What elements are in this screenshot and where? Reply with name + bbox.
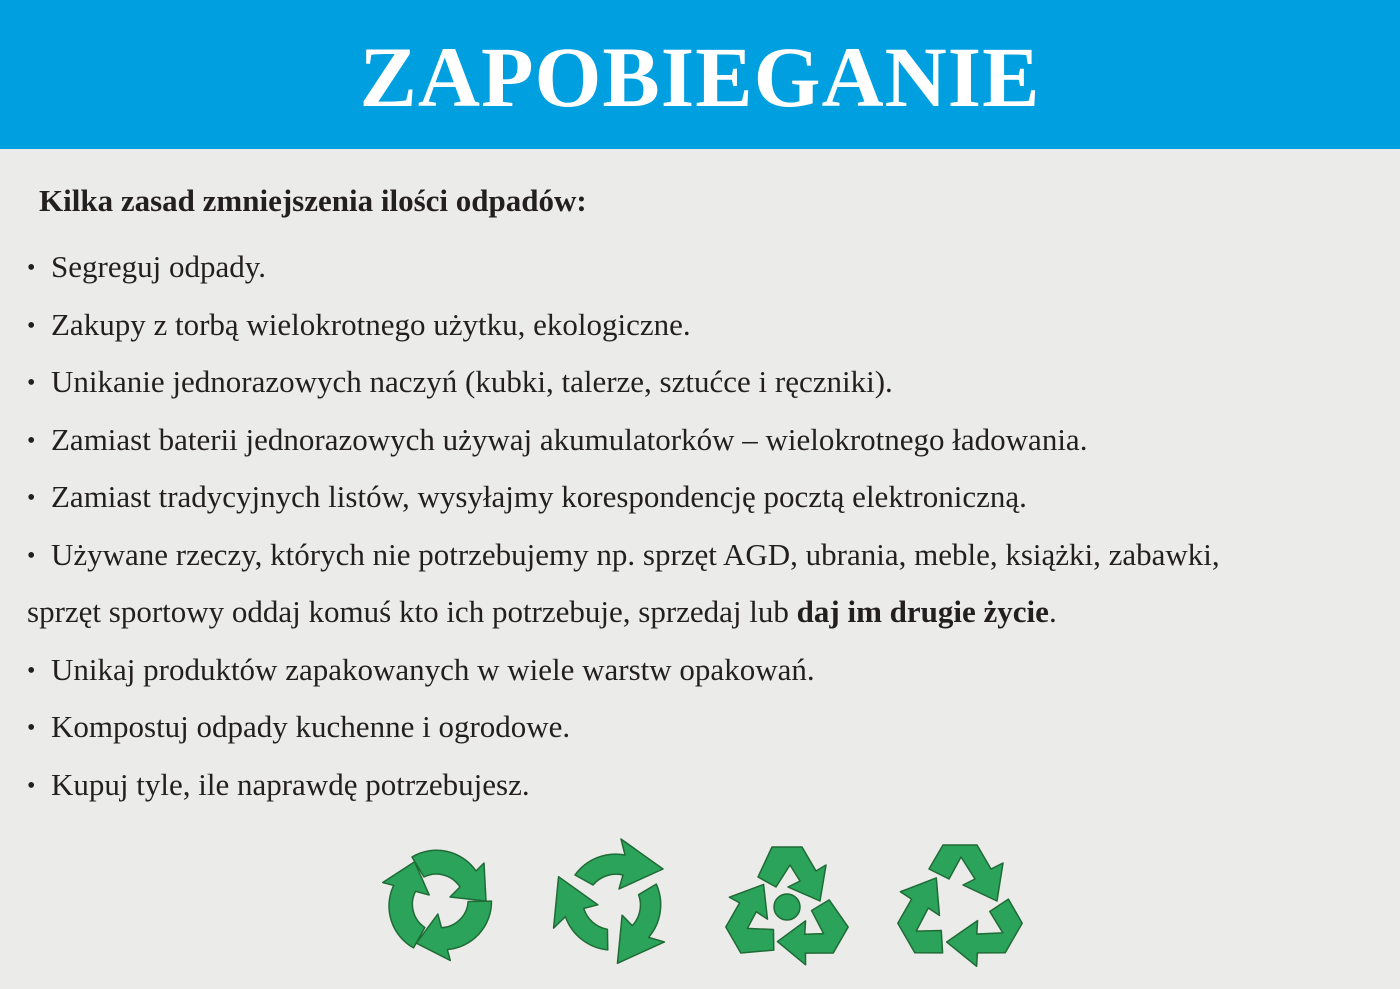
bullet-icon: • — [27, 657, 36, 684]
list-item-continuation: sprzęt sportowy oddaj komuś kto ich potrzebuje, sprzedaj lub daj im drugie życie. — [27, 594, 1057, 629]
bullet-icon: • — [27, 715, 36, 741]
recycle-triangle-icon — [893, 835, 1027, 969]
header-banner — [0, 0, 1400, 149]
list-item: • Unikaj produktów zapakowanych w wiele warstw opakowań. — [27, 641, 1377, 699]
recycle-arrows-circle-icon — [545, 835, 681, 971]
bullet-icon: • — [27, 542, 36, 569]
list-item: • Zamiast baterii jednorazowych używaj akumulatorków – wielokrotnego ładowania. — [27, 411, 1377, 469]
list-item: • Zakupy z torbą wielokrotnego użytku, ekologiczne. — [27, 296, 1377, 354]
list-item: • Unikanie jednorazowych naczyń (kubki, talerze, sztućce i ręczniki). — [27, 353, 1377, 411]
bullet-icon: • — [27, 255, 36, 281]
recycle-icons-row — [0, 835, 1400, 975]
content — [27, 181, 1377, 813]
bullet-icon: • — [27, 312, 36, 339]
list-item: • Używane rzeczy, których nie potrzebujemy np. sprzęt AGD, ubrania, meble, książki, zabawki, — [27, 526, 1377, 584]
bold-phrase: daj im drugie życie — [796, 594, 1049, 629]
list-item: • Kupuj tyle, ile naprawdę potrzebujesz. — [27, 756, 1377, 814]
intro-heading: Kilka zasad zmniejszenia ilości odpadów: — [39, 183, 587, 218]
list-item: • Zamiast tradycyjnych listów, wysyłajmy korespondencję pocztą elektroniczną. — [27, 468, 1377, 526]
page-title: ZAPOBIEGANIE — [359, 28, 1041, 125]
list-item: • Segreguj odpady. — [27, 238, 1377, 296]
bullet-icon: • — [27, 370, 36, 396]
bullet-icon: • — [27, 427, 36, 454]
recycle-arrows-three-icon — [372, 835, 506, 969]
bullet-icon: • — [27, 485, 36, 511]
recycle-triangle-dot-icon — [720, 835, 854, 969]
tips-list — [27, 238, 1377, 813]
list-item: • Kompostuj odpady kuchenne i ogrodowe. — [27, 698, 1377, 756]
bullet-icon: • — [27, 772, 36, 799]
